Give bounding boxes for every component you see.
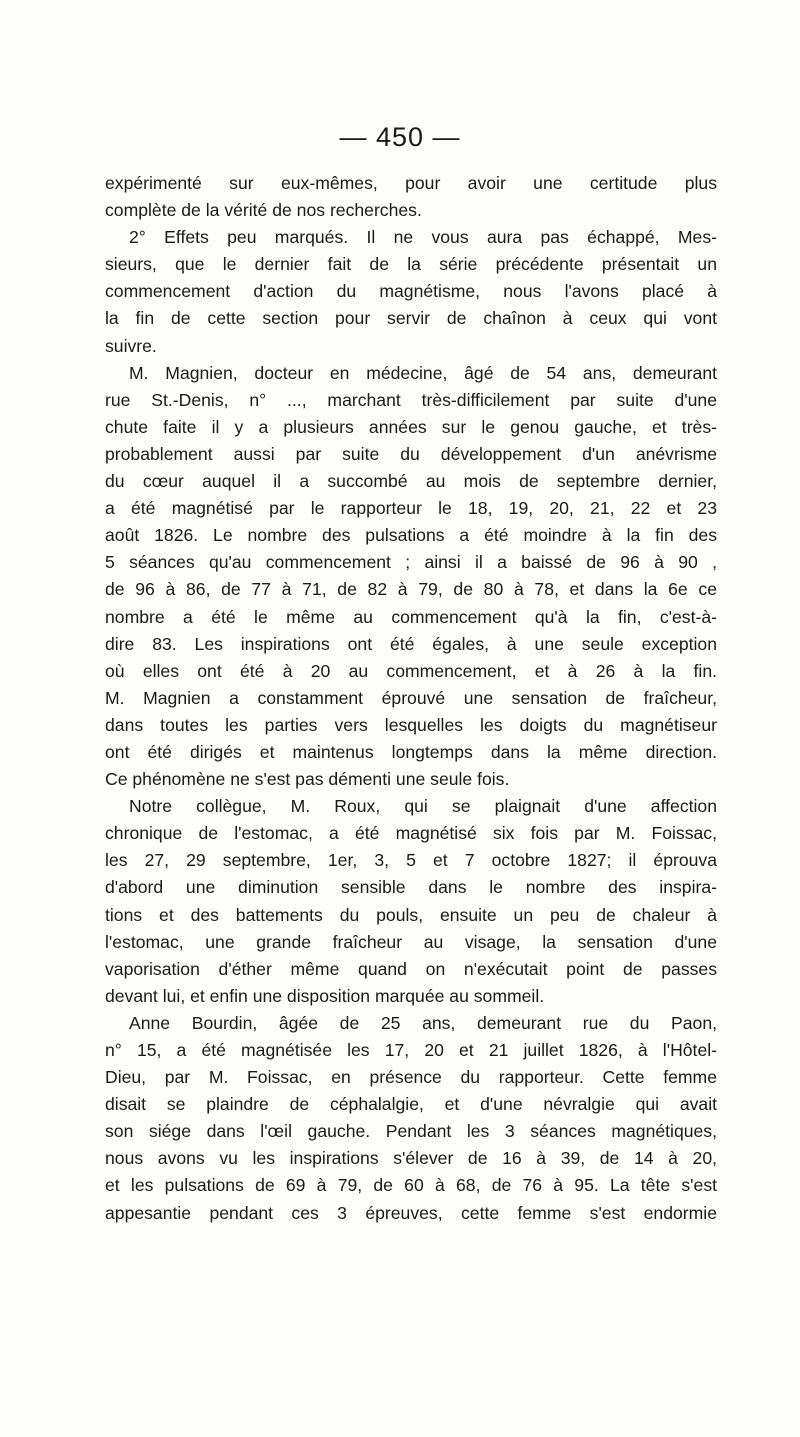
text-line: a été magnétisé par le rapporteur le 18, 19, 20, 21, 22 et 23 xyxy=(105,498,717,519)
text-line: suivre. xyxy=(105,335,157,356)
text-line: appesantie pendant ces 3 épreuves, cette femme s'est endormie xyxy=(105,1202,717,1223)
text-line: la fin de cette section pour servir de chaînon à ceux qui vont xyxy=(105,308,717,329)
text-line: vaporisation d'éther même quand on n'exécutait point de passes xyxy=(105,958,717,979)
text-line: complète de la vérité de nos recherches. xyxy=(105,200,422,221)
text-line: probablement aussi par suite du développement d'un anévrisme xyxy=(105,443,717,464)
text-line: commencement d'action du magnétisme, nous l'avons placé à xyxy=(105,281,717,302)
text-line: où elles ont été à 20 au commencement, et à 26 à la fin. xyxy=(105,660,717,681)
body-text xyxy=(105,170,717,1227)
text-line: Notre collègue, M. Roux, qui se plaignait d'une affection xyxy=(129,796,717,817)
text-line: M. Magnien a constamment éprouvé une sensation de fraîcheur, xyxy=(105,687,717,708)
text-line: tions et des battements du pouls, ensuite un peu de chaleur à xyxy=(105,904,717,925)
text-line: M. Magnien, docteur en médecine, âgé de 54 ans, demeurant xyxy=(129,362,717,383)
text-line: du cœur auquel il a succombé au mois de septembre dernier, xyxy=(105,471,717,492)
text-line: son siége dans l'œil gauche. Pendant les 3 séances magnétiques, xyxy=(105,1121,717,1142)
text-line: n° 15, a été magnétisée les 17, 20 et 21 juillet 1826, à l'Hôtel- xyxy=(105,1040,717,1060)
text-line: dans toutes les parties vers lesquelles les doigts du magnétiseur xyxy=(105,714,717,735)
text-line: Anne Bourdin, âgée de 25 ans, demeurant rue du Paon, xyxy=(129,1012,717,1033)
text-line: rue St.-Denis, n° ..., marchant très-difficilement par suite d'une xyxy=(105,389,717,410)
text-line: chute faite il y a plusieurs années sur le genou gauche, et très- xyxy=(105,416,717,437)
text-line: sieurs, que le dernier fait de la série précédente présentait un xyxy=(105,254,717,275)
text-line: ont été dirigés et maintenus longtemps dans la même direction. xyxy=(105,741,717,762)
text-line: d'abord une diminution sensible dans le nombre des inspira- xyxy=(105,877,717,898)
text-line: disait se plaindre de céphalalgie, et d'une névralgie qui avait xyxy=(105,1094,717,1115)
page-number: — 450 — xyxy=(339,122,461,152)
text-line: et les pulsations de 69 à 79, de 60 à 68, de 76 à 95. La tête s'est xyxy=(105,1175,717,1196)
text-line: Dieu, par M. Foissac, en présence du rapporteur. Cette femme xyxy=(105,1067,717,1088)
text-line: dire 83. Les inspirations ont été égales, à une seule exception xyxy=(105,633,717,654)
text-line: expérimenté sur eux-mêmes, pour avoir une certitude plus xyxy=(105,173,717,193)
text-line: les 27, 29 septembre, 1er, 3, 5 et 7 octobre 1827; il éprouva xyxy=(105,850,717,871)
text-line: août 1826. Le nombre des pulsations a été moindre à la fin des xyxy=(105,525,717,546)
text-line: nombre a été le même au commencement qu'à la fin, c'est-à- xyxy=(105,606,717,627)
text-line: l'estomac, une grande fraîcheur au visage, la sensation d'une xyxy=(105,931,717,952)
text-line: devant lui, et enfin une disposition marquée au sommeil. xyxy=(105,985,545,1006)
text-line: Ce phénomène ne s'est pas démenti une seule fois. xyxy=(105,769,510,790)
text-line: 5 séances qu'au commencement ; ainsi il a baissé de 96 à 90 , xyxy=(105,552,717,573)
text-line: de 96 à 86, de 77 à 71, de 82 à 79, de 80 à 78, et dans la 6e ce xyxy=(105,579,717,600)
text-line: nous avons vu les inspirations s'élever de 16 à 39, de 14 à 20, xyxy=(105,1148,717,1169)
text-line: chronique de l'estomac, a été magnétisé six fois par M. Foissac, xyxy=(105,823,717,844)
text-line: 2° Effets peu marqués. Il ne vous aura pas échappé, Mes- xyxy=(129,227,717,248)
